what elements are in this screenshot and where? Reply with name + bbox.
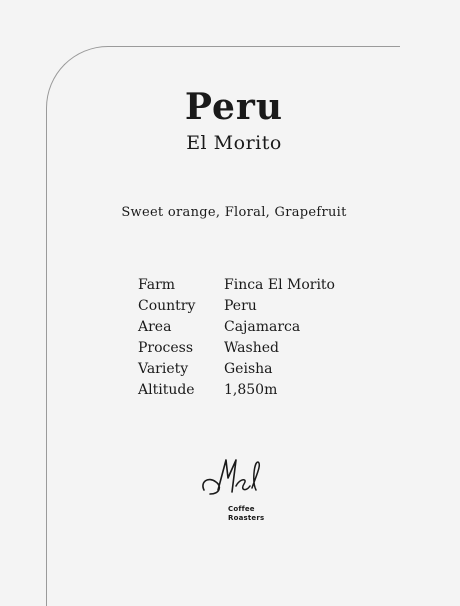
spec-row-variety [138,359,335,380]
spec-row-country [138,296,335,317]
page-subtitle: El Morito [186,132,282,154]
spec-row-farm [138,275,335,296]
card-edge [400,40,460,52]
tasting-notes: Sweet orange, Floral, Grapefruit [121,205,347,220]
spec-value: Finca El Morito [224,277,335,293]
spec-table [138,275,335,401]
spec-value: Peru [224,298,257,314]
spec-value: Cajamarca [224,319,301,335]
spec-value: Geisha [224,361,273,377]
mel-script-icon [196,452,276,504]
spec-key: Farm [138,277,176,293]
spec-key: Area [138,319,172,335]
page-title: Peru [184,86,284,128]
brand-logo [196,452,276,524]
spec-value: 1,850m [224,382,278,398]
spec-row-process [138,338,335,359]
spec-key: Variety [138,361,189,377]
spec-value: Washed [224,340,279,356]
logo-line-coffee: Coffee [228,505,255,513]
spec-row-area [138,317,335,338]
spec-key: Process [138,340,194,356]
spec-key: Altitude [138,382,195,398]
spec-row-altitude [138,380,335,401]
spec-key: Country [138,298,196,314]
logo-line-roasters: Roasters [228,514,265,522]
